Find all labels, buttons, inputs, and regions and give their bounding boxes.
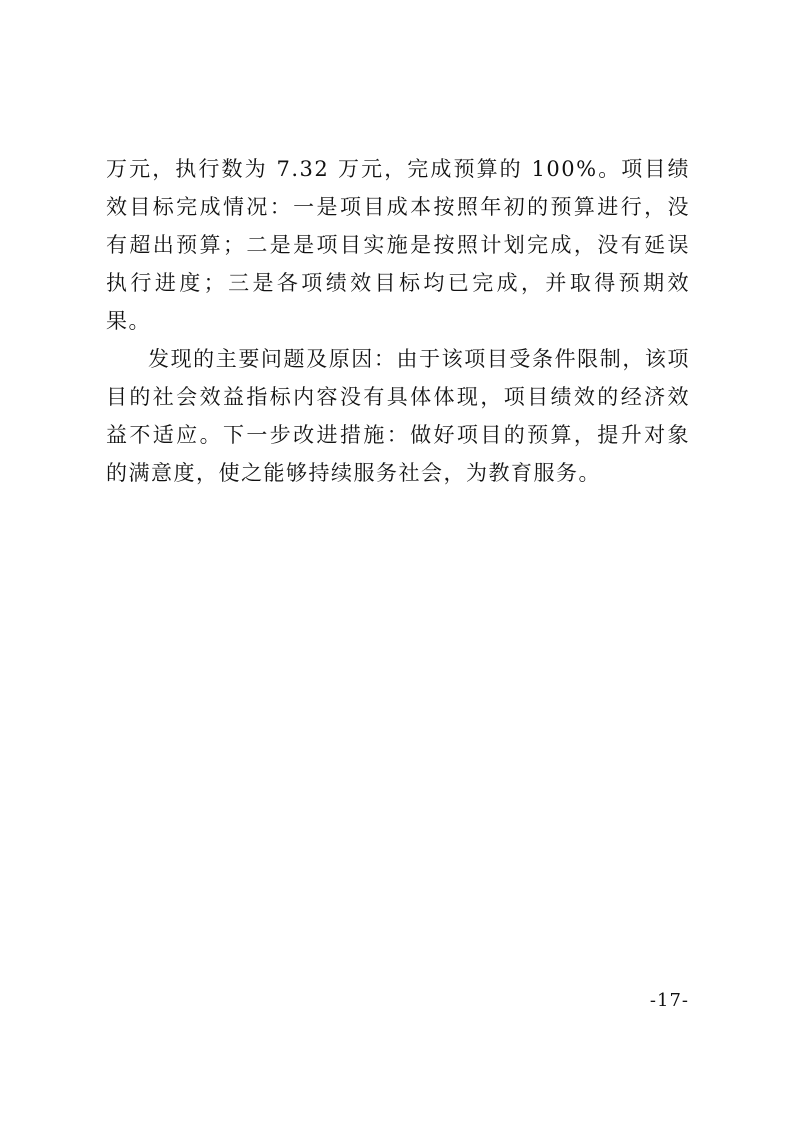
body-text <box>106 150 690 492</box>
page-number: -17- <box>649 990 689 1011</box>
paragraph-budget-execution: 万元，执行数为 7.32 万元，完成预算的 100%。项目绩效目标完成情况：一是项目成本按照年初的预算进行，没有超出预算；二是是项目实施是按照计划完成，没有延误执行进度；三是各项绩效目标均已完成，并取得预期效果。 <box>106 157 690 333</box>
paragraph-problems-and-measures: 发现的主要问题及原因：由于该项目受条件限制，该项目的社会效益指标内容没有具体体现，项目绩效的经济效益不适应。下一步改进措施：做好项目的预算，提升对象的满意度，使之能够持续服务社会，为教育服务。 <box>106 347 690 485</box>
